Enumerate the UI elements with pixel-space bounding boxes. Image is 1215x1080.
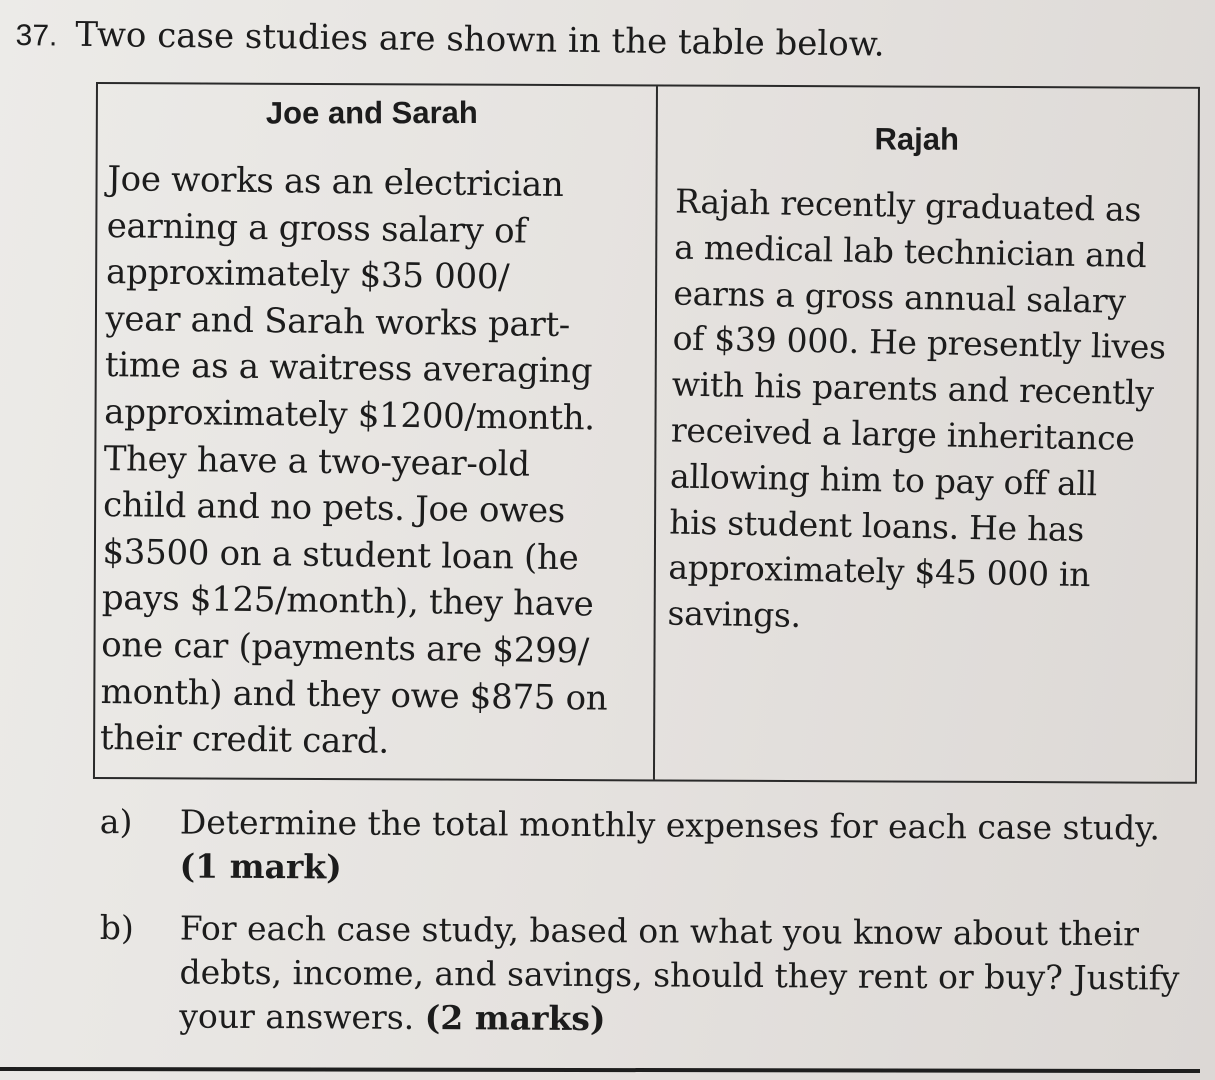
bottom-divider bbox=[0, 1067, 1200, 1073]
sub-question-b-marks: (2 marks) bbox=[424, 997, 606, 1039]
sub-question-a bbox=[99, 800, 1190, 895]
case-column-joe-and-sarah bbox=[95, 84, 658, 779]
case-study-table bbox=[93, 82, 1200, 784]
question-prompt: Two case studies are shown in the table below. bbox=[75, 14, 885, 65]
case-body-rajah: Rajah recently graduated as a medical lab technician and earns a gross annual salary of $39 000. He presently lives with his parents and recently received a large inheritance allowing him to pay off all his student loans. He has approximately $45 000 in savings. bbox=[667, 181, 1167, 636]
sub-question-a-prompt: Determine the total monthly expenses for each case study. bbox=[179, 802, 1161, 848]
sub-question-b-prompt: For each case study, based on what you know about their debts, income, and savings, should they rent or buy? Justify your answers. bbox=[179, 908, 1180, 1037]
case-column-rajah bbox=[655, 86, 1198, 781]
question-header bbox=[15, 6, 1196, 78]
sub-question-a-text bbox=[179, 800, 1190, 894]
case-heading-joe-and-sarah: Joe and Sarah bbox=[265, 94, 478, 131]
case-body-joe-and-sarah: Joe works as an electrician earning a gross salary of approximately $35 000/ year and Sarah works part- time as a waitress averaging approximately $1200/month. They have a two-year-old child and no pets. Joe owes $3500 on a student loan (he pays $125/month), they have one car (payments are $299/ month) and they owe $875 on their credit card. bbox=[99, 159, 608, 762]
case-heading-rajah: Rajah bbox=[874, 121, 960, 157]
sub-question-b bbox=[99, 906, 1190, 1045]
sub-question-a-label: a) bbox=[99, 801, 133, 842]
sub-question-a-marks: (1 mark) bbox=[179, 846, 342, 887]
sub-question-b-label: b) bbox=[99, 907, 134, 948]
question-number: 37. bbox=[15, 18, 58, 53]
sub-question-b-text bbox=[179, 906, 1190, 1044]
